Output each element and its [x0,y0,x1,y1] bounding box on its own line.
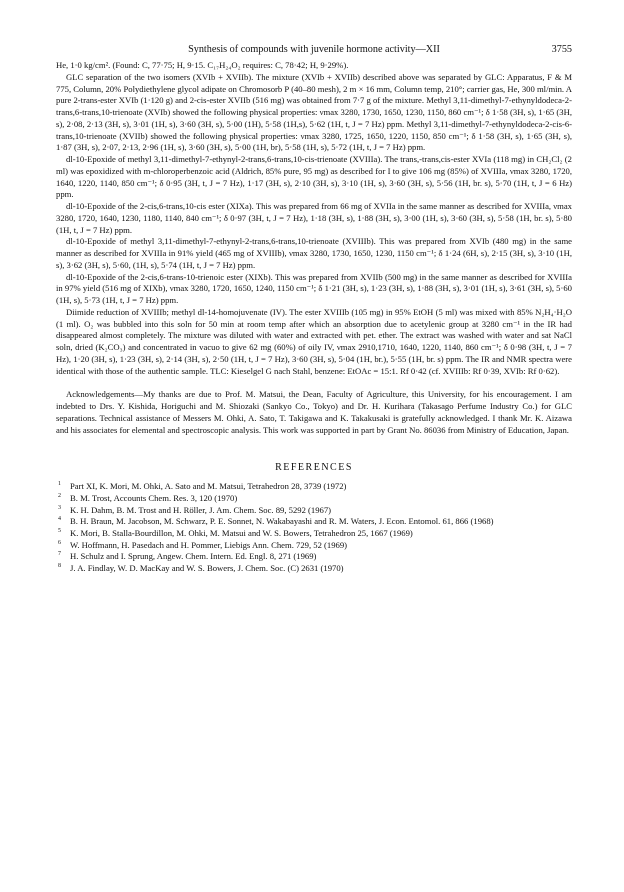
paragraph-glc-separation: GLC separation of the two isomers (XVIb + XVIIb). The mixture (XVIb + XVIIb) described above was separated by GLC: Apparatus, F & M 775, Column, 20% Polydiethylene glycol adipate on Chromosorb P (40–80 mesh), 2 m × 16 mm, Column temp, 210°; carrier gas, He, 300 ml/min. A pure 2-trans-ester XVIb (1·120 g) and 2-cis-ester XVIIb (516 mg) was obtained from 7·7 g of the mixture. Methyl 3,11-dimethyl-7-ethynyldodeca-2-trans,6-trans,10-trienoate (XVIb) showed the following physical properties: νmax 3280, 1730, 1650, 1230, 1150, 860 cm⁻¹; δ 1·58 (3H, s), 1·65 (3H, s), 2·08, 2·13 (3H, s), 3·01 (1H, s), 3·60 (3H, s), 5·00 (1H), 5·58 (1H,s), 5·62 (1H, t, J = 7 Hz) ppm. Methyl 3,11-dimethyl-7-ethynyldodeca-2-cis-6-trans,10-trienoate (XVIIb) showed the following physical properties: νmax 3280, 1725, 1650, 1220, 1150, 850 cm⁻¹; δ 1·58 (3H, s), 1·65 (3H, s), 1·87 (3H, s), 2·07, 2·13, 2·96 (1H, s), 3·60 (3H, s), 5·00 (1H, br), 5·58 (1H, s), 5·72 (1H, t, J = 7 Hz) ppm. [56,71,572,153]
paragraph-epoxide-xixa: dl-10-Epoxide of the 2-cis,6-trans,10-cis ester (XIXa). This was prepared from 66 mg of XVIIa in the same manner as described for XVIIIa, νmax 3280, 1720, 1640, 1230, 1180, 1140, 840 cm⁻¹; δ 0·97 (3H, t, J = 7 Hz), 1·18 (3H, s), 1·88 (3H, s), 3·00 (1H, s), 3·60 (3H, s), 5·58 (1H, br. s), 5·80 (1H, t, J = 7 Hz) ppm. [56,201,572,235]
reference-list [56,481,572,575]
reference-number: 6 [58,539,61,546]
reference-text: W. Hoffmann, H. Pasedach and H. Pommer, Liebigs Ann. Chem. 729, 52 (1969) [70,539,348,550]
reference-text: H. Schulz and I. Sprung, Angew. Chem. Intern. Ed. Engl. 8, 271 (1969) [70,551,317,562]
paragraph-analysis-result: He, 1·0 kg/cm². (Found: C, 77·75; H, 9·15. C₁₇H₂₄O₂ requires: C, 78·42; H, 9·29%). [56,60,349,70]
reference-number: 3 [58,504,61,511]
reference-item [56,505,572,517]
running-title: Synthesis of compounds with juvenile hormone activity—XII [188,44,440,55]
references-section [56,462,572,575]
reference-text: K. Mori, B. Stalla-Bourdillon, M. Ohki, M. Matsui and W. S. Bowers, Tetrahedron 25, 1667 (1969) [70,528,413,539]
reference-number: 5 [58,528,61,535]
reference-item [56,516,572,528]
reference-item [56,493,572,505]
references-heading: REFERENCES [275,462,353,474]
reference-number: 8 [58,563,61,570]
acknowledgements: Acknowledgements—My thanks are due to Prof. M. Matsui, the Dean, Faculty of Agriculture, this University, for his encouragement. I am indebted to Drs. Y. Kishida, Horiguchi and M. Shiozaki (Sankyo Co., Tokyo) and Dr. H. Kurihara (Takasago Perfume Industry Co.) for GLC separations. Technical assistance of Messers M. Ohki, A. Sato, T. Takigawa and K. Takakusaki is gratefully acknowledged. I thank Mr. K. Aizawa and his associates for elemental and spectroscopic analysis. This work was supported in part by Grant No. 86036 from Ministry of Education, Japan. [56,389,572,435]
reference-number: 4 [58,516,61,523]
page-number: 3755 [551,44,572,55]
reference-item [56,481,572,493]
reference-number: 2 [58,492,61,499]
reference-item [56,540,572,552]
reference-item [56,563,572,575]
reference-text: Part XI, K. Mori, M. Ohki, A. Sato and M. Matsui, Tetrahedron 28, 3739 (1972) [70,481,347,492]
paragraph-epoxide-xviiia: dl-10-Epoxide of methyl 3,11-dimethyl-7-ethynyl-2-trans,6-trans,10-cis-trienoate (XVIIIa). The trans,-trans,cis-ester XVIa (118 mg) in CH₂Cl₂ (2 ml) was epoxidized with m-chloroperbenzoic acid (Aldrich, 85% pure, 95 mg) as described for I to give 106 mg (85%) of XVIIIa, νmax 3280, 1720, 1640, 1220, 1140, 850 cm⁻¹; δ 0·95 (3H, t, J = 7 Hz), 1·17 (3H, s), 2·10 (3H, s), 3·10 (1H, s), 3·60 (3H, s), 5·56 (1H, br. s), 5·70 (1H, t, J = 6 Hz) ppm. [56,154,572,200]
running-header [56,44,572,60]
paragraph-epoxide-xixb: dl-10-Epoxide of the 2-cis,6-trans-10-trienoic ester (XIXb). This was prepared from XVIIb (500 mg) in the same manner as described for XVIIIa in 97% yield (516 mg of XIXb), νmax 3280, 1720, 1650, 1240, 1150 cm⁻¹; δ 1·21 (3H, s), 1·23 (3H, s), 1·88 (3H, s), 3·01 (1H, s), 3·61 (3H, s), 5·60 (1H, s), 5·73 (1H, t, J = 7 Hz) ppm. [56,271,572,305]
reference-text: B. H. Braun, M. Jacobson, M. Schwarz, P. E. Sonnet, N. Wakabayashi and R. M. Waters, J. Econ. Entomol. 61, 866 (1968) [70,516,494,527]
reference-item [56,551,572,563]
reference-text: B. M. Trost, Accounts Chem. Res. 3, 120 (1970) [70,492,238,503]
paragraph-diimide-reduction: Diimide reduction of XVIIIb; methyl dl-14-homojuvenate (IV). The ester XVIIIb (105 mg) in 95% EtOH (5 ml) was mixed with 85% N₂H₄·H₂O (1 ml). O₂ was bubbled into this soln for 50 min at room temp after which an absorption due to acetylenic group at 3280 cm⁻¹ in the IR had disappeared almost completely. The mixture was diluted with water and extracted with pet. ether. The extract was washed with water and sat NaCl soln, dried (K₂CO₃) and concentrated in vacuo to give 62 mg (60%) of oily IV, νmax 2910,1710, 1640, 1220, 1140, 860 cm⁻¹; δ 0·98 (3H, t, J = 7 Hz), 1·20 (3H, s), 1·23 (3H, s), 2·14 (3H, s), 2·50 (1H, t, J = 7 Hz), 3·60 (3H, s), 5·04 (1H, br.), 5·55 (1H, br. s) ppm. The IR and NMR spectra were identical with those of the authentic sample. TLC: Kieselgel G nach Stahl, benzene: EtOAc = 15:1. Rf 0·42 (cf. XVIIIb: Rf 0·39, XVIb: Rf 0·62). [56,306,572,376]
reference-item [56,528,572,540]
reference-text: K. H. Dahm, B. M. Trost and H. Röller, J. Am. Chem. Soc. 89, 5292 (1967) [70,504,332,515]
body-text [56,60,572,436]
reference-number: 7 [58,551,61,558]
reference-text: J. A. Findlay, W. D. MacKay and W. S. Bowers, J. Chem. Soc. (C) 2631 (1970) [70,563,344,574]
reference-number: 1 [58,481,61,488]
paragraph-epoxide-xviiib: dl-10-Epoxide of methyl 3,11-dimethyl-7-ethynyl-2-trans,6-trans,10-trienoate (XVIIIb). This was prepared from XVIb (480 mg) in the same manner as described for XVIIIa in 91% yield (465 mg of XVIIIb), νmax 3280, 1730, 1650, 1230, 1150 cm⁻¹; δ 1·24 (6H, s), 2·15 (3H, s), 3·10 (1H, s), 3·62 (3H, s), 5·60, (1H, s), 5·74 (1H, t, J = 7 Hz) ppm. [56,236,572,270]
